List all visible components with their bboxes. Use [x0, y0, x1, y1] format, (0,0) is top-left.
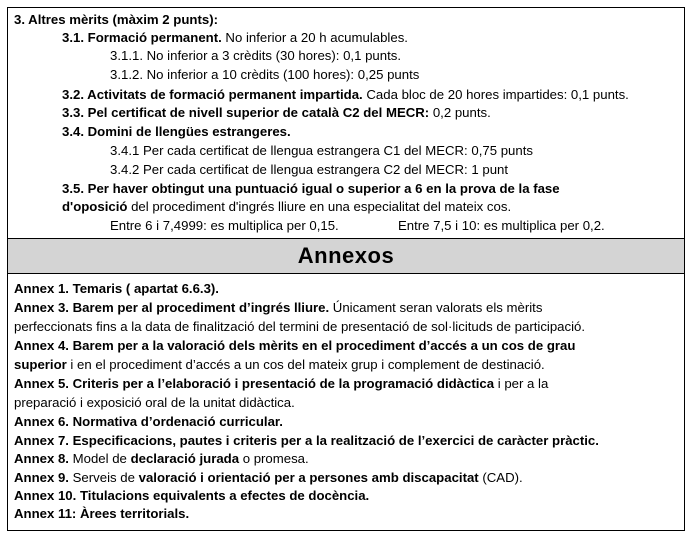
annex-5: Annex 5. Criteris per a l’elaboració i presentació de la programació didàctica i per a la: [14, 376, 549, 391]
annex-5-line2: preparació i exposició oral de la unitat didàctica.: [14, 395, 295, 410]
item-3-5: 3.5. Per haver obtingut una puntuació igual o superior a 6 en la prova de la fase: [62, 181, 560, 196]
item-3-2: 3.2. Activitats de formació permanent impartida. Cada bloc de 20 hores impartides: 0,1 punts.: [62, 87, 629, 102]
annex-4-line2: superior i en el procediment d’accés a un cos del mateix grup i complement de destinació.: [14, 357, 545, 372]
annexes-section: [7, 273, 685, 531]
annex-6: Annex 6. Normativa d’ordenació curricular.: [14, 414, 283, 429]
item-3-1-1: 3.1.1. No inferior a 3 crèdits (30 hores): 0,1 punts.: [110, 48, 402, 63]
merits-heading: 3. Altres mèrits (màxim 2 punts):: [14, 12, 218, 27]
annex-10: Annex 10. Titulacions equivalents a efectes de docència.: [14, 488, 370, 503]
merits-section: [7, 7, 685, 239]
item-3-5-range-2: Entre 7,5 i 10: es multiplica per 0,2.: [398, 218, 605, 233]
item-3-3: 3.3. Pel certificat de nivell superior de català C2 del MECR: 0,2 punts.: [62, 105, 491, 120]
item-3-1: 3.1. Formació permanent. No inferior a 20 h acumulables.: [62, 30, 408, 45]
annex-4: Annex 4. Barem per a la valoració dels mèrits en el procediment d’accés a un cos de grau: [14, 338, 576, 353]
item-3-5-range-1: Entre 6 i 7,4999: es multiplica per 0,15.: [110, 218, 339, 233]
item-3-4-2: 3.4.2 Per cada certificat de llengua estrangera C2 del MECR: 1 punt: [110, 162, 509, 177]
item-3-5-line2: d'oposició del procediment d'ingrés lliure en una especialitat del mateix cos.: [62, 199, 512, 214]
annex-11: Annex 11: Àrees territorials.: [14, 506, 190, 521]
annexos-title: Annexos: [297, 243, 395, 268]
annex-3-line2: perfeccionats fins a la data de finalització del termini de presentació de sol·licituds de participació.: [14, 319, 586, 334]
annex-3: Annex 3. Barem per al procediment d’ingrés lliure. Únicament seran valorats els mèrits: [14, 300, 543, 315]
item-3-1-2: 3.1.2. No inferior a 10 crèdits (100 hores): 0,25 punts: [110, 67, 420, 82]
annex-1: Annex 1. Temaris ( apartat 6.6.3).: [14, 281, 219, 296]
annexos-banner: [7, 238, 685, 274]
annex-7: Annex 7. Especificacions, pautes i criteris per a la realització de l’exercici de caràcter pràctic.: [14, 433, 599, 448]
annex-9: Annex 9. Serveis de valoració i orientació per a persones amb discapacitat (CAD).: [14, 470, 523, 485]
annex-8: Annex 8. Model de declaració jurada o promesa.: [14, 451, 309, 466]
item-3-4-1: 3.4.1 Per cada certificat de llengua estrangera C1 del MECR: 0,75 punts: [110, 143, 533, 158]
item-3-4: 3.4. Domini de llengües estrangeres.: [62, 124, 291, 139]
